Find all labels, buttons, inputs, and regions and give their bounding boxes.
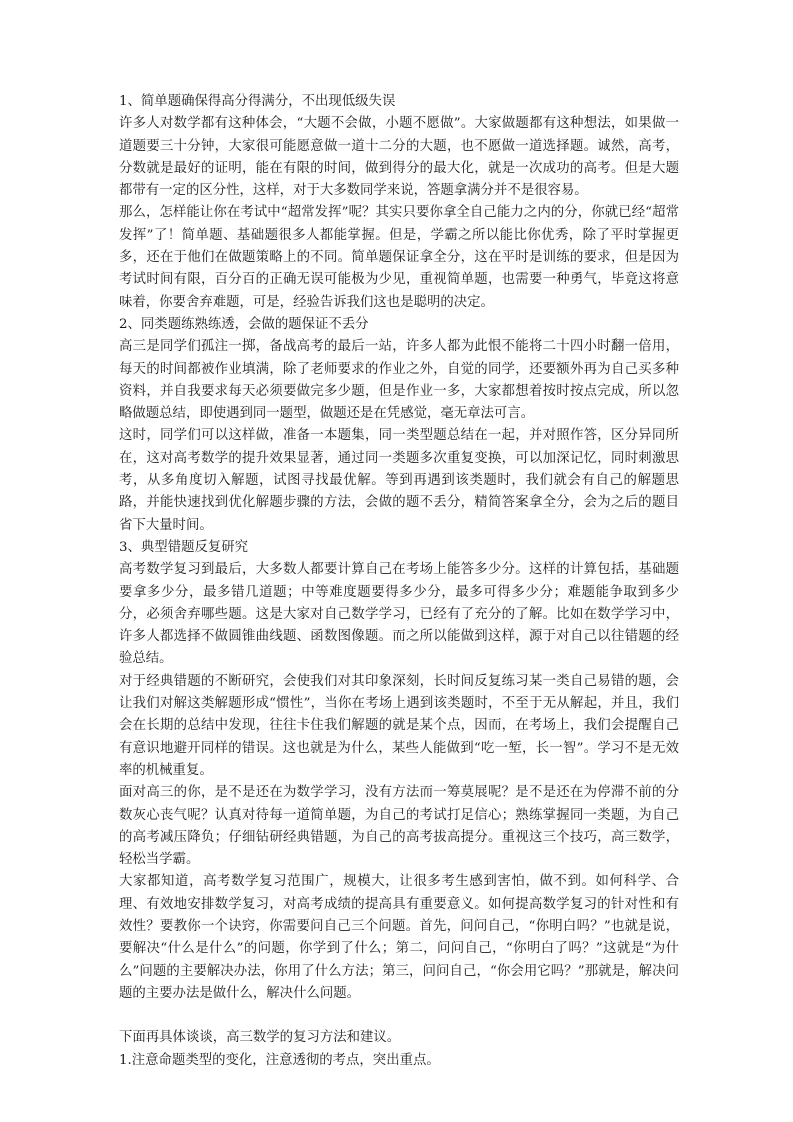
document-body	[119, 91, 679, 1072]
paragraph: 面对高三的你，是不是还在为数学学习，没有方法而一筹莫展呢？是不是还在为停滞不前的分数灰心丧气呢？认真对待每一道简单题，为自己的考试打足信心；熟练掌握同一类题，为自己的高考减压降负；仔细钻研经典错题，为自己的高考拔高提分。重视这三个技巧，高三数学，轻松当学霸。	[119, 785, 679, 868]
blank-line	[119, 1005, 679, 1027]
paragraph: 对于经典错题的不断研究，会使我们对其印象深刻，长时间反复练习某一类自己易错的题，会让我们对解这类解题形成“惯性”，当你在考场上遇到该类题时，不至于无从解起，并且，我们会在长期的总结中发现，往往卡住我们解题的就是某个点，因而，在考场上，我们会提醒自己有意识地避开同样的错误。这也就是为什么，某些人能做到“吃一堑，长一智”。学习不是无效率的机械重复。	[119, 673, 679, 778]
section-heading-3: 3、典型错题反复研究	[119, 539, 249, 555]
paragraph: 高考数学复习到最后，大多数人都要计算自己在考场上能答多少分。这样的计算包括，基础题要拿多少分，最多错几道题；中等难度题要得多少分，最多可得多少分；难题能争取到多少分，必须舍弃哪些题。这是大家对自己数学学习，已经有了充分的了解。比如在数学学习中，许多人都选择不做圆锥曲线题、函数图像题。而之所以能做到这样，源于对自己以往错题的经验总结。	[119, 562, 679, 667]
paragraph: 大家都知道，高考数学复习范围广，规模大，让很多考生感到害怕，做不到。如何科学、合理、有效地安排数学复习，对高考成绩的提高具有重要意义。如何提高数学复习的针对性和有效性？要教你一个诀窍，你需要问自己三个问题。首先，问问自己，“你明白吗？”也就是说，要解决“什么是什么”的问题，你学到了什么；第二，问问自己，“你明白了吗？”这就是“为什么”问题的主要解决办法，你用了什么方法；第三，问问自己，“你会用它吗？”那就是，解决问题的主要办法是做什么，解决什么问题。	[119, 874, 679, 1001]
paragraph: 高三是同学们孤注一掷，备战高考的最后一站，许多人都为此恨不能将二十四小时翻一倍用，每天的时间都被作业填满，除了老师要求的作业之外，自觉的同学，还要额外再为自己买多种资料，并自我要求每天必须要做完多少题，但是作业一多，大家都想着按时按点完成，所以忽略做题总结，即使遇到同一题型，做题还是在凭感觉，毫无章法可言。	[119, 339, 679, 422]
section-heading-1: 1、简单题确保得高分得满分，不出现低级失误	[119, 94, 396, 109]
paragraph: 这时，同学们可以这样做，准备一本题集，同一类型题总结在一起，并对照作答，区分异同所在，这对高考数学的提升效果显著，通过同一类题多次重复变换，可以加深记忆，同时刺激思考，从多角度切入解题，试图寻找最优解。等到再遇到该类题时，我们就会有自己的解题思路，并能快速找到优化解题步骤的方法，会做的题不丢分，精简答案拿全分，会为之后的题目省下大量时间。	[119, 428, 679, 533]
section-heading-2: 2、同类题练熟练透，会做的题保证不丢分	[119, 316, 369, 332]
paragraph: 下面再具体谈谈，高三数学的复习方法和建议。	[119, 1030, 401, 1046]
paragraph: 那么，怎样能让你在考试中“超常发挥”呢？其实只要你拿全自己能力之内的分，你就已经“超常发挥”了！简单题、基础题很多人都能掌握。但是，学霸之所以能比你优秀，除了平时掌握更多，还在于他们在做题策略上的不同。简单题保证拿全分，这在平时是训练的要求，但是因为考试时间有限，百分百的正确无误可能极为少见，重视简单题，也需要一种勇气，毕竟这将意味着，你要舍弃难题，可是，经验告诉我们这也是聪明的决定。	[119, 205, 679, 310]
paragraph: 许多人对数学都有这种体会，“大题不会做，小题不愿做”。大家做题都有这种想法，如果做一道题要三十分钟，大家很可能愿意做一道十二分的大题，也不愿做一道选择题。诚然，高考，分数就是最好的证明，能在有限的时间，做到得分的最大化，就是一次成功的高考。但是大题都带有一定的区分性，这样，对于大多数同学来说，答题拿满分并不是很容易。	[119, 116, 679, 199]
list-item: 1.注意命题类型的变化，注意透彻的考点，突出重点。	[119, 1052, 440, 1068]
